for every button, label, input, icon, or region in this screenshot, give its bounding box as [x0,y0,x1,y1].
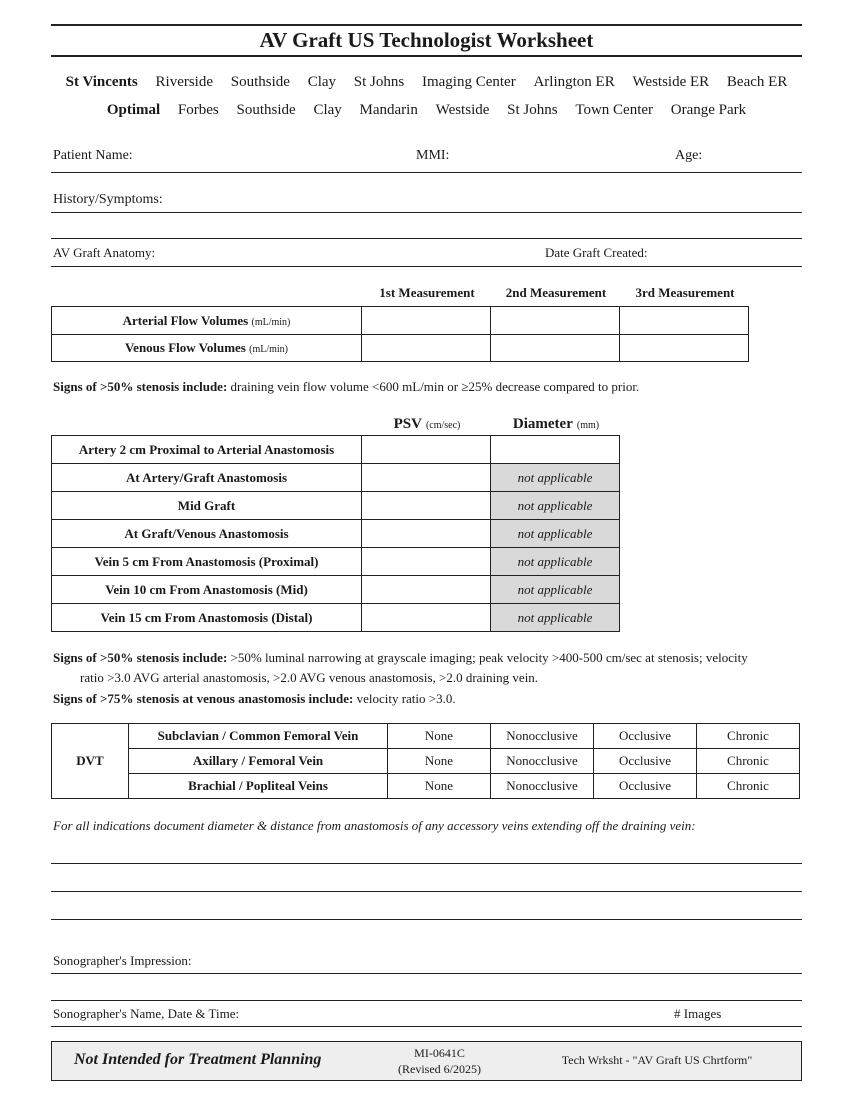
dvt-option-chronic[interactable]: Chronic [697,749,800,774]
dvt-vein-label: Axillary / Femoral Vein [129,749,388,774]
table-row [52,520,620,548]
location-item: Southside [236,102,296,118]
diameter-na-cell: not applicable [491,464,620,492]
dvt-option-nonocclusive[interactable]: Nonocclusive [491,774,594,799]
table-row [52,548,620,576]
footer-revised: (Revised 6/2025) [398,1062,481,1076]
footer-warning: Not Intended for Treatment Planning [74,1051,322,1068]
psv-row-label: At Artery/Graft Anastomosis [52,464,362,492]
dvt-option-occlusive[interactable]: Occlusive [594,774,697,799]
psv-row-label: Vein 10 cm From Anastomosis (Mid) [52,576,362,604]
flow-note-bold: Signs of >50% stenosis include: [53,379,228,394]
anatomy-line[interactable] [51,266,802,267]
diameter-header-text: Diameter [512,416,573,432]
history-label: History/Symptoms: [53,192,163,207]
table-row [52,576,620,604]
psv-stenosis-note [53,650,805,666]
diameter-na-cell: not applicable [491,604,620,632]
psv-note2-bold: Signs of >75% stenosis at venous anastomosis include: [53,691,354,706]
psv-cell[interactable] [362,548,491,576]
flow-cell[interactable] [620,335,749,362]
location-item: Westside [435,102,490,118]
diameter-header-unit: (mm) [576,420,600,431]
psv-header-unit: (cm/sec) [425,420,461,431]
flow-row-label-text: Venous Flow Volumes [124,340,246,355]
dvt-label: DVT [52,724,129,799]
location-item: St Johns [507,102,558,118]
psv-header-text: PSV [393,416,422,432]
flow-row-label [52,335,362,362]
dvt-vein-label: Brachial / Popliteal Veins [129,774,388,799]
accessory-line-1[interactable] [51,863,802,864]
psv-venous-note [53,691,456,707]
location-item: Clay [307,74,337,90]
impression-line-1[interactable] [51,973,802,974]
flow-cell[interactable] [491,307,620,335]
flow-cell[interactable] [362,307,491,335]
psv-note1-bold: Signs of >50% stenosis include: [53,650,228,665]
flow-row-unit: (mL/min) [249,344,289,355]
psv-cell[interactable] [362,464,491,492]
diameter-na-cell: not applicable [491,520,620,548]
age-label: Age: [675,148,703,163]
table-row [52,436,620,464]
accessory-line-2[interactable] [51,891,802,892]
sonographer-line[interactable] [51,1026,802,1027]
diameter-cell[interactable] [491,436,620,464]
psv-cell[interactable] [362,492,491,520]
diameter-na-cell: not applicable [491,548,620,576]
psv-row-label: Mid Graft [52,492,362,520]
impression-line-2[interactable] [51,1000,802,1001]
location-item: Beach ER [726,74,788,90]
flow-header-1st: 1st Measurement [379,285,475,300]
flow-cell[interactable] [491,335,620,362]
location-row-st-vincents [51,74,802,91]
history-line-2[interactable] [51,238,802,239]
psv-note2-text: velocity ratio >3.0. [356,691,456,706]
table-row [52,492,620,520]
location-row-optimal [51,102,802,119]
psv-cell[interactable] [362,576,491,604]
location-item: Arlington ER [533,74,615,90]
location-lead-st-vincents: St Vincents [65,74,138,90]
dvt-option-occlusive[interactable]: Occlusive [594,749,697,774]
flow-row-label-text: Arterial Flow Volumes [122,312,249,328]
psv-table [51,435,620,632]
flow-row-label [52,307,362,335]
location-item: Westside ER [632,74,710,90]
dvt-table [51,723,800,799]
diameter-na-cell: not applicable [491,576,620,604]
dvt-option-chronic[interactable]: Chronic [697,774,800,799]
location-item: Imaging Center [421,74,516,90]
location-item: Mandarin [359,102,418,118]
table-row [52,307,749,335]
psv-cell[interactable] [362,436,491,464]
accessory-line-3[interactable] [51,919,802,920]
footer-form-name: Tech Wrksht - "AV Graft US Chrtform" [561,1053,753,1067]
dvt-vein-label: Subclavian / Common Femoral Vein [129,724,388,749]
images-label: # Images [674,1006,722,1021]
diameter-header [491,415,621,433]
psv-row-label: At Graft/Venous Anastomosis [52,520,362,548]
psv-note1-line2: ratio >3.0 AVG arterial anastomosis, >2.0 AVG venous anastomosis, >2.0 draining vein. [80,670,539,685]
footer-box [51,1041,802,1081]
psv-row-label: Vein 5 cm From Anastomosis (Proximal) [52,548,362,576]
flow-note-text: draining vein flow volume <600 mL/min or ≥25% decrease compared to prior. [230,379,640,394]
dvt-option-nonocclusive[interactable]: Nonocclusive [491,749,594,774]
location-item: Town Center [575,102,654,118]
psv-header [362,415,492,433]
psv-cell[interactable] [362,604,491,632]
impression-label: Sonographer's Impression: [53,953,192,968]
location-item: Clay [313,102,342,118]
psv-cell[interactable] [362,520,491,548]
dvt-option-occlusive[interactable]: Occlusive [594,724,697,749]
flow-cell[interactable] [620,307,749,335]
dvt-option-none[interactable]: None [388,749,491,774]
sonographer-label: Sonographer's Name, Date & Time: [53,1006,240,1021]
psv-row-label: Artery 2 cm Proximal to Arterial Anastomosis [52,436,362,464]
location-lead-optimal: Optimal [106,102,161,118]
patient-line[interactable] [51,172,802,173]
page-title: AV Graft US Technologist Worksheet [51,24,802,57]
location-item: Southside [230,74,290,90]
mmi-label: MMI: [416,148,450,163]
location-item: Orange Park [670,102,747,118]
location-item: Riverside [155,74,214,90]
flow-header-3rd: 3rd Measurement [635,285,735,300]
location-item: St Johns [353,74,405,90]
flow-volume-table [51,306,749,362]
anatomy-label: AV Graft Anatomy: [53,245,156,260]
dvt-option-none[interactable]: None [388,724,491,749]
date-created-label: Date Graft Created: [545,245,648,260]
history-line-1[interactable] [51,212,802,213]
table-row [52,335,749,362]
dvt-option-chronic[interactable]: Chronic [697,724,800,749]
psv-note1-line1: >50% luminal narrowing at grayscale imaging; peak velocity >400-500 cm/sec at stenosis; velocity [230,650,748,665]
table-row [52,774,800,799]
psv-row-label: Vein 15 cm From Anastomosis (Distal) [52,604,362,632]
flow-header-2nd: 2nd Measurement [505,285,607,300]
flow-stenosis-note [53,379,639,395]
table-row [52,604,620,632]
accessory-vein-note: For all indications document diameter & distance from anastomosis of any accessory veins extending off the draining vein: [53,818,696,833]
table-row [52,464,620,492]
diameter-na-cell: not applicable [491,492,620,520]
dvt-option-none[interactable]: None [388,774,491,799]
table-row [52,749,800,774]
table-row [52,724,800,749]
location-item: Forbes [177,102,219,118]
flow-cell[interactable] [362,335,491,362]
footer-form-code: MI-0641C [414,1046,465,1060]
dvt-option-nonocclusive[interactable]: Nonocclusive [491,724,594,749]
flow-row-unit: (mL/min) [251,316,291,328]
patient-name-label: Patient Name: [53,148,133,163]
